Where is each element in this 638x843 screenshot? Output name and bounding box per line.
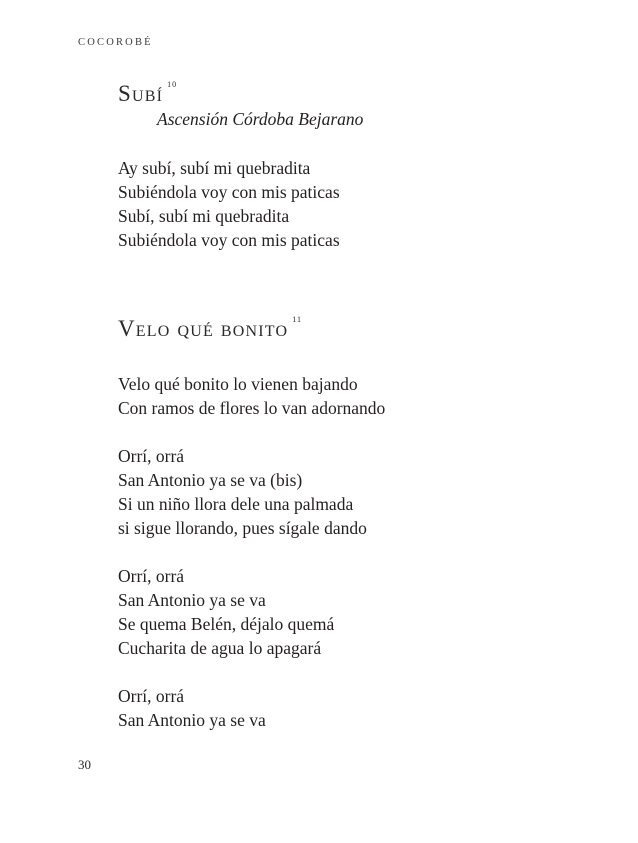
song-title bbox=[118, 316, 302, 340]
verse-line: Ay subí, subí mi quebradita bbox=[118, 158, 311, 178]
verse-line: Cucharita de agua lo apagará bbox=[118, 638, 322, 658]
verse-line: si sigue llorando, pues sígale dando bbox=[118, 518, 367, 538]
verse-line: Orrí, orrá bbox=[118, 446, 185, 466]
song-title-text: Velo qué bonito bbox=[118, 316, 289, 341]
verse-line: Subiéndola voy con mis paticas bbox=[118, 230, 340, 250]
verse-line: Si un niño llora dele una palmada bbox=[118, 494, 354, 514]
verse-line: Velo qué bonito lo vienen bajando bbox=[118, 374, 358, 394]
verse-line: San Antonio ya se va (bis) bbox=[118, 470, 303, 490]
song-lyrics bbox=[118, 372, 385, 732]
verse-line: San Antonio ya se va bbox=[118, 710, 266, 730]
footnote-reference[interactable]: 10 bbox=[167, 80, 178, 89]
page-number: 30 bbox=[78, 757, 91, 772]
verse-line: Con ramos de flores lo van adornando bbox=[118, 398, 386, 418]
song-title bbox=[118, 81, 177, 105]
verse-line: Subiéndola voy con mis paticas bbox=[118, 182, 340, 202]
verse-line: Subí, subí mi quebradita bbox=[118, 206, 290, 226]
stanza bbox=[118, 444, 385, 540]
stanza bbox=[118, 372, 385, 420]
song-lyrics bbox=[118, 156, 340, 252]
verse-line: Orrí, orrá bbox=[118, 686, 185, 706]
verse-line: Orrí, orrá bbox=[118, 566, 185, 586]
song-title-text: Subí bbox=[118, 81, 164, 106]
footnote-reference[interactable]: 11 bbox=[292, 315, 302, 324]
verse-line: Se quema Belén, déjalo quemá bbox=[118, 614, 335, 634]
song-author: Ascensión Córdoba Bejarano bbox=[157, 109, 364, 129]
stanza bbox=[118, 684, 385, 732]
stanza bbox=[118, 156, 340, 252]
stanza bbox=[118, 564, 385, 660]
running-head: COCOROBÉ bbox=[78, 37, 153, 48]
verse-line: San Antonio ya se va bbox=[118, 590, 266, 610]
